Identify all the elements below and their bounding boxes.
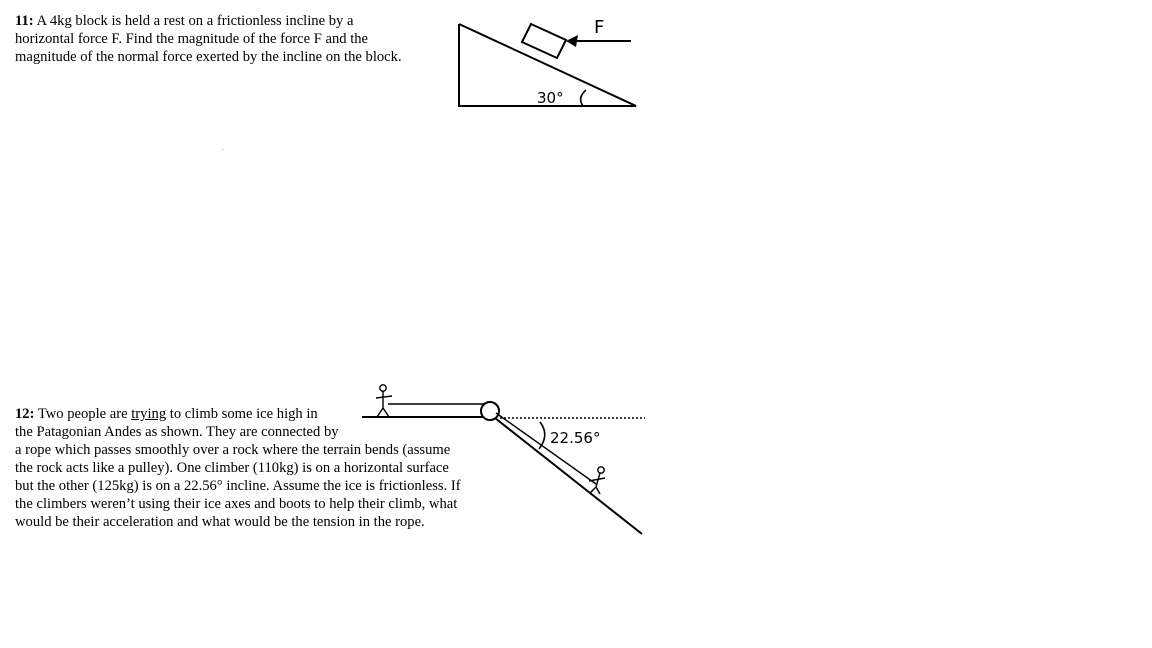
climber-horizontal bbox=[376, 385, 392, 417]
problem-12-line-4: the rock acts like a pulley). One climber (110kg) is on a horizontal surface bbox=[15, 460, 449, 476]
rope-incline bbox=[496, 413, 596, 484]
problem-12-line-6: the climbers weren’t using their ice axes and boots to help their climb, what bbox=[15, 496, 458, 512]
problem-12-underlined-word: trying bbox=[131, 406, 167, 422]
problem-11-line-2: horizontal force F. Find the magnitude of the force F and the bbox=[15, 31, 369, 47]
climber-incline bbox=[589, 467, 605, 494]
force-label-f: F bbox=[594, 17, 605, 38]
problem-12-line-1a: Two people are bbox=[34, 406, 132, 422]
problem-12-number: 12: bbox=[15, 406, 35, 422]
pulley-rock bbox=[481, 402, 499, 420]
angle-label-22: 22.56° bbox=[550, 429, 601, 447]
problem-11-number: 11: bbox=[15, 13, 34, 29]
problem-12-line-7: would be their acceleration and what would be the tension in the rope. bbox=[15, 514, 425, 530]
problem-12-line-2: the Patagonian Andes as shown. They are connected by bbox=[15, 424, 339, 440]
problem-12-line-3: a rope which passes smoothly over a rock where the terrain bends (assume bbox=[15, 442, 451, 458]
problem-11-line-1-text: A 4kg block is held a rest on a frictionless incline by a bbox=[33, 13, 354, 29]
speck bbox=[222, 149, 223, 150]
problem-12-line-1c: to climb some ice high in bbox=[166, 406, 318, 422]
problem-11-line-3: magnitude of the normal force exerted by the incline on the block. bbox=[15, 49, 402, 65]
problem-12-line-5: but the other (125kg) is on a 22.56° incline. Assume the ice is frictionless. If bbox=[15, 478, 461, 494]
angle-label-30: 30° bbox=[537, 89, 564, 107]
